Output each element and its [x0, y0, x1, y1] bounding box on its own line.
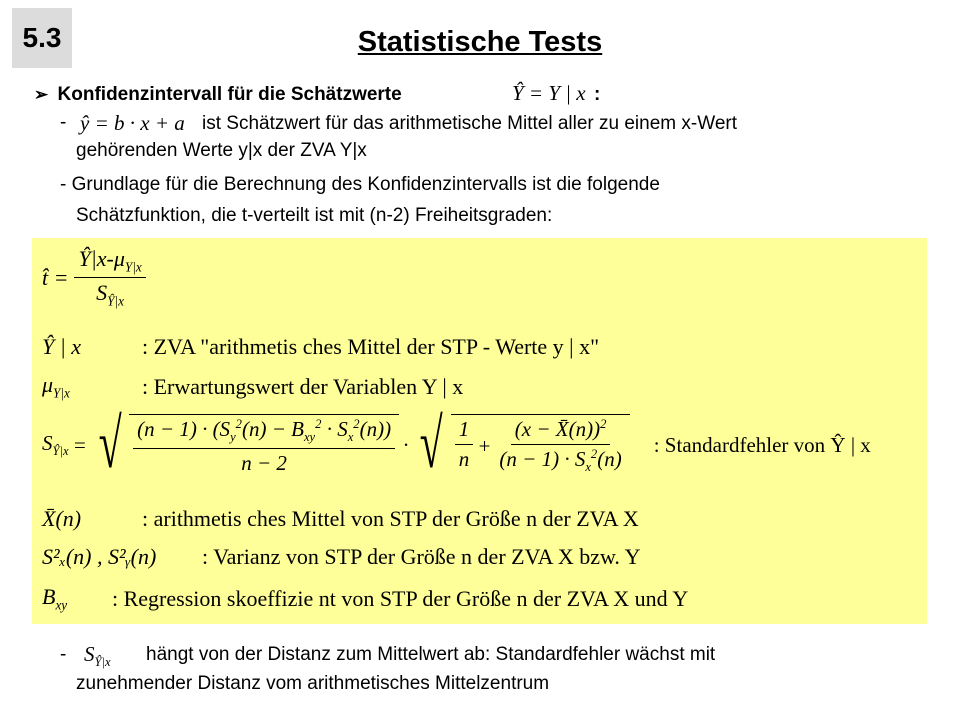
definition-row-yx [42, 334, 599, 360]
definition-symbol: Ŷ | x [42, 334, 82, 359]
point2-line1: - Grundlage für die Berechnung des Konfidenzintervalls ist die folgende [60, 174, 660, 195]
definition-symbol: $\mu_{Y|x}$ [42, 372, 70, 401]
definition-row-mu [42, 372, 463, 401]
point3-formula: $S_{Ŷ|x}$ [84, 642, 111, 670]
standard-error-formula: $S_{Ŷ|x}$ = √ $\frac{(n - 1) \cdot (S_y^2(n) - B_{xy}^2 \cdot S_x^2(n))}{n - 2}$ · √ $\frac{1}{n}$ + $\frac{(x - X̄(n))^2}{(n - 1) \cdot S_x^2(n)}$ : Standardfehler von Ŷ | x [42, 406, 871, 483]
definition-text: : arithmetis ches Mittel von STP der Größe n der ZVA X [142, 506, 639, 531]
heading-line [34, 84, 402, 106]
se-description: : Standardfehler von Ŷ | x [653, 432, 871, 457]
t-numerator: $Ŷ|x-\mu_{Y|x}$ [74, 246, 145, 278]
point3-line2: zunehmender Distanz vom arithmetisches Mittelzentrum [76, 673, 550, 694]
definition-text: : Erwartungswert der Variablen Y | x [142, 373, 464, 399]
definition-symbol: X̄(n) [42, 506, 82, 531]
definition-text: : ZVA "arithmetis ches Mittel der STP - Werte y | x" [142, 334, 600, 359]
section-number-badge: 5.3 [12, 8, 72, 68]
definition-row-variance [42, 544, 641, 570]
point3-dash: - [60, 644, 67, 665]
point1-dash: - [60, 112, 67, 133]
definition-symbol: S²ₓ(n) , S²ᵧ(n) [42, 544, 157, 569]
point1-formula: ŷ = b · x + a [80, 111, 185, 135]
point3-line1: hängt von der Distanz zum Mittelwert ab: Standardfehler wächst mit [146, 644, 716, 665]
heading-colon: : [594, 84, 601, 105]
point2-line2: Schätzfunktion, die t-verteilt ist mit (n-2) Freiheitsgraden: [76, 205, 553, 226]
arrow-bullet-icon: ➢ [34, 85, 49, 104]
se-sqrt-2: √ $\frac{1}{n}$ + $\frac{(x - X̄(n))^2}{(n - 1) \cdot S_x^2(n)}$ [412, 410, 629, 480]
t-statistic-formula [42, 246, 146, 310]
se-lhs: $S_{Ŷ|x}$ [42, 430, 69, 459]
formula-panel [32, 238, 927, 624]
heading-formula: Ŷ = Y | x [512, 81, 586, 105]
t-denominator: $S_{Ŷ|x}$ [96, 280, 124, 309]
se-sqrt-1: √ $\frac{(n - 1) \cdot (S_y^2(n) - B_{xy}^2 \cdot S_x^2(n))}{n - 2}$ [91, 410, 399, 480]
definition-symbol: $B_{xy}$ [42, 584, 68, 613]
t-fraction [74, 246, 145, 310]
definition-row-xbar [42, 506, 639, 532]
heading-text: Konfidenzintervall für die Schätzwerte [57, 84, 402, 105]
t-lhs: t̂ = [42, 264, 69, 290]
point1-text-line1: ist Schätzwert für das arithmetische Mittel aller zu einem x-Wert [202, 113, 737, 134]
page-title: Statistische Tests [357, 26, 603, 58]
definition-text: : Varianz von STP der Größe n der ZVA X bzw. Y [202, 544, 641, 569]
point1-text-line2: gehörenden Werte y|x der ZVA Y|x [76, 140, 367, 161]
definition-row-bxy [42, 584, 688, 613]
definition-text: : Regression skoeffizie nt von STP der Größe n der ZVA X und Y [112, 585, 689, 611]
